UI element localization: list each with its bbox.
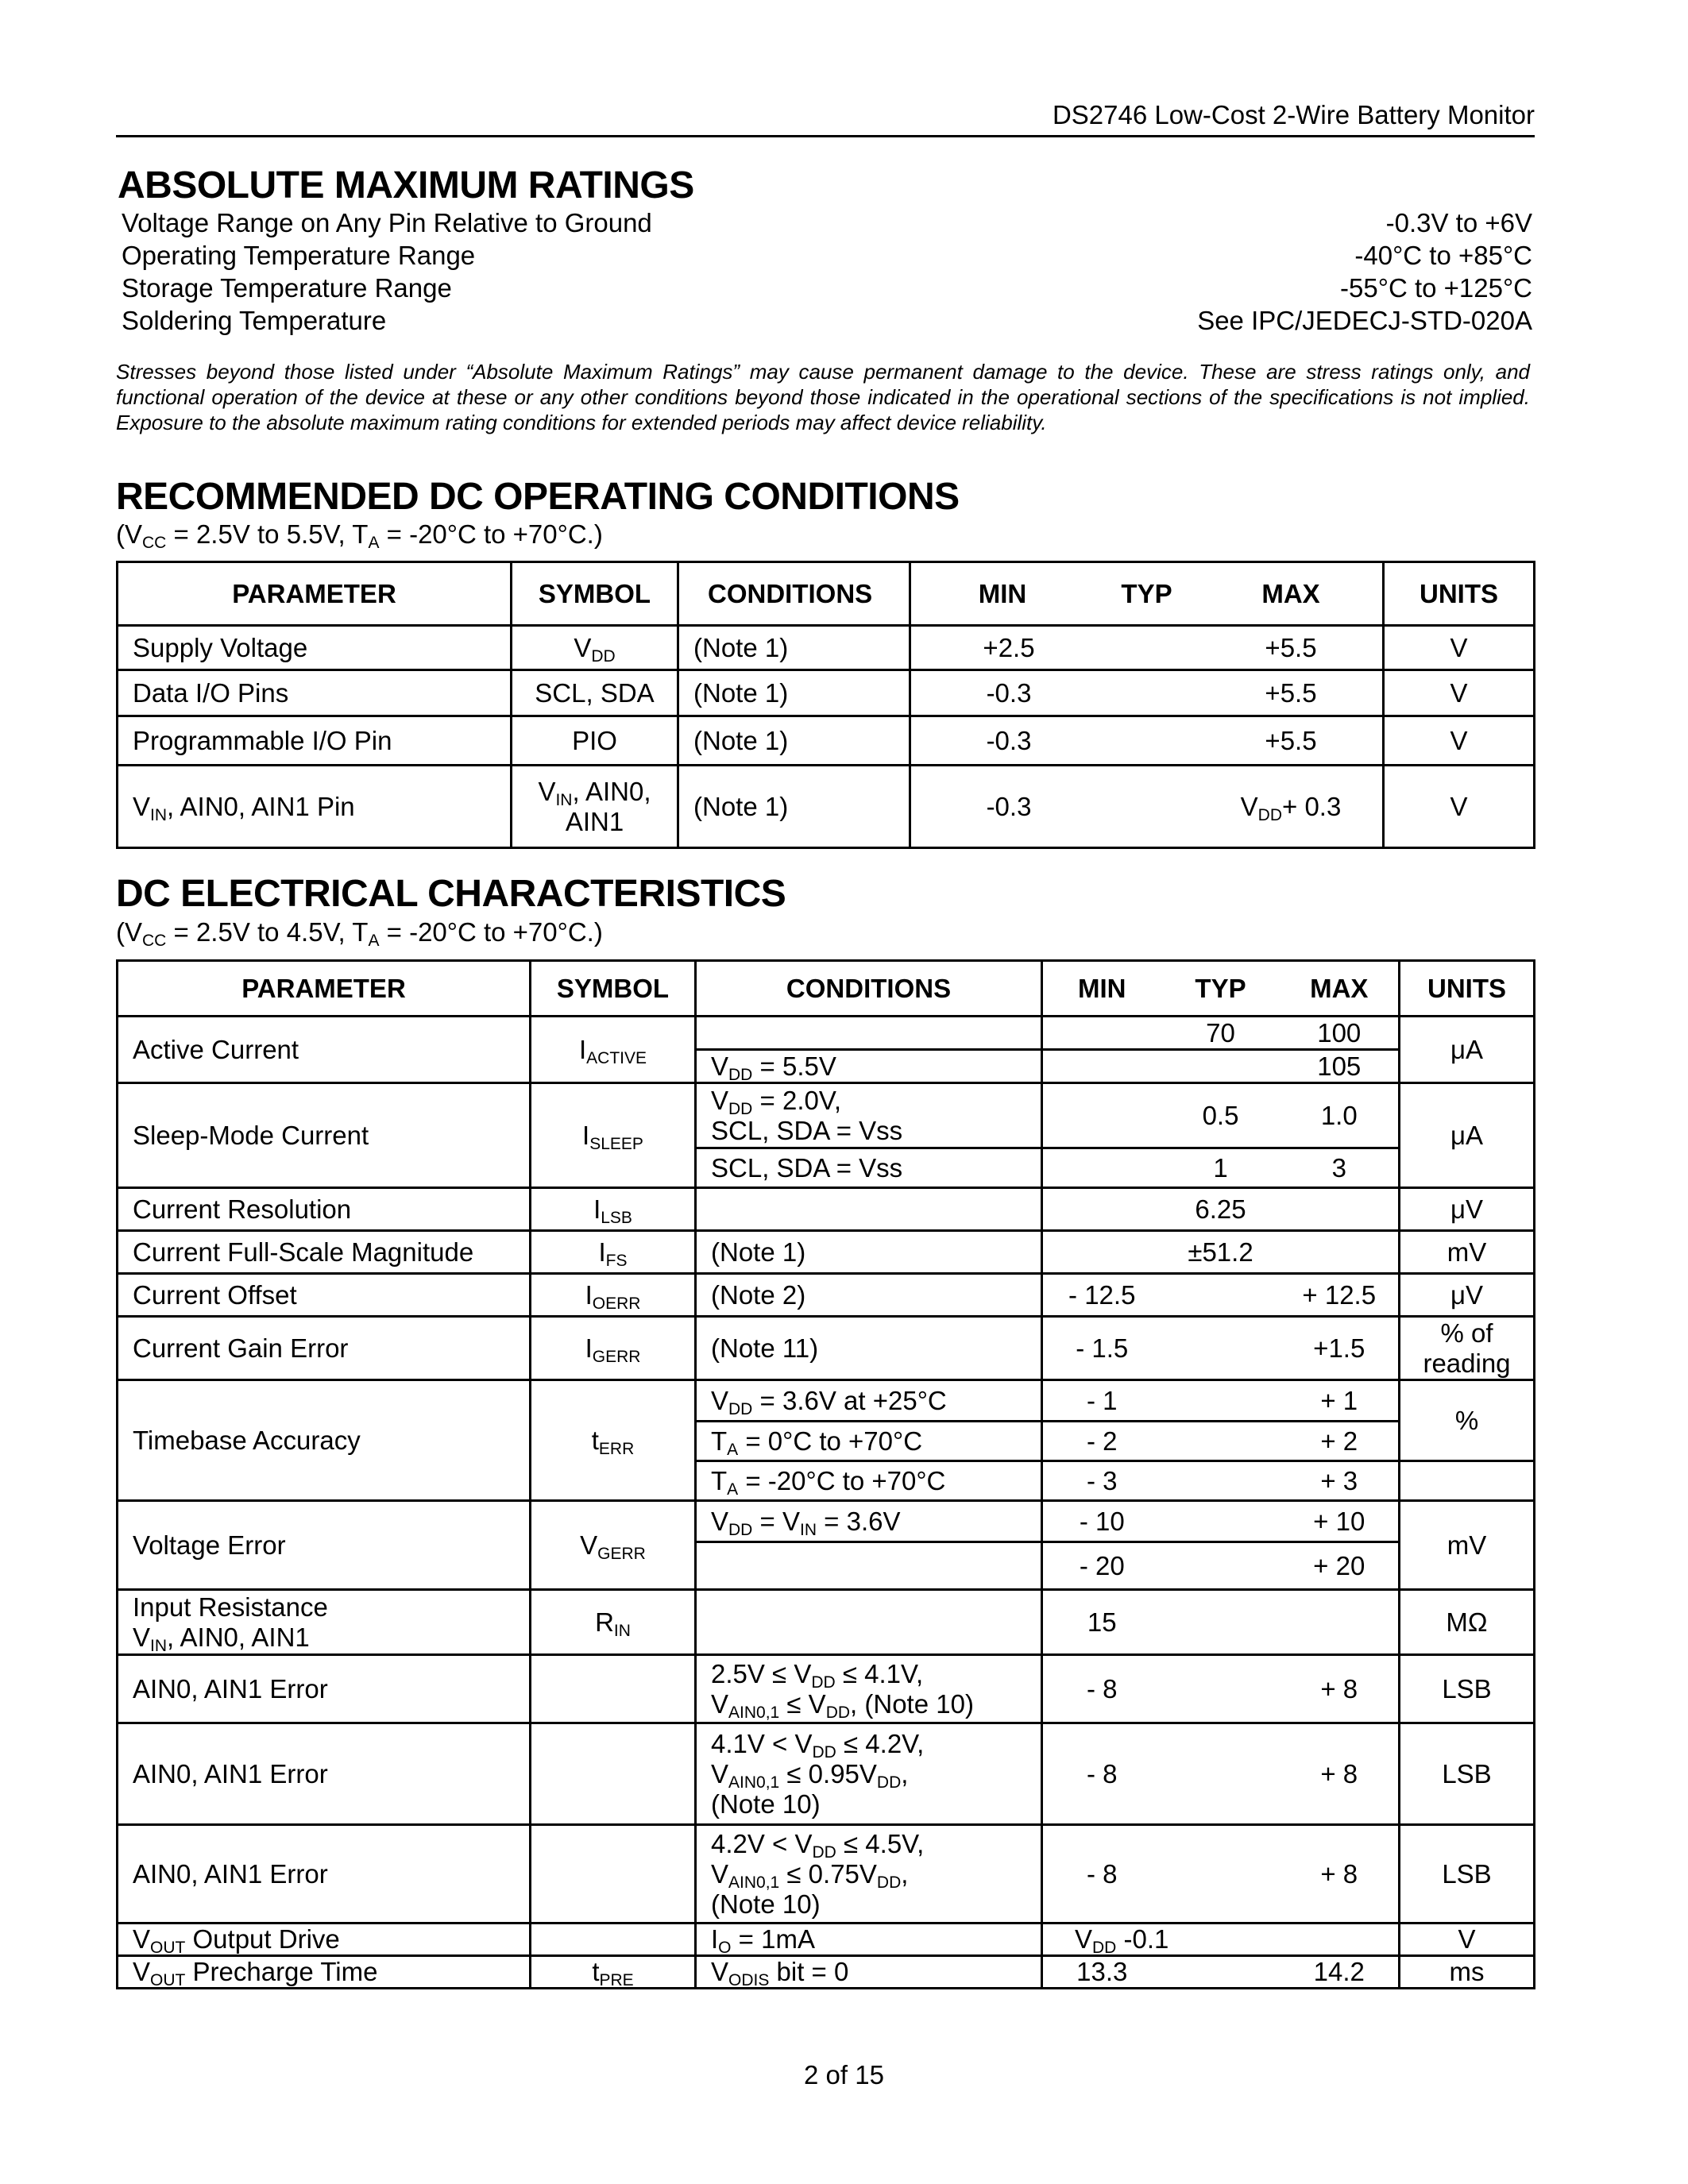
parameter-cell: $V_{OUT}$ Output Drive (118, 1924, 531, 1956)
symbol-cell: $t_{ERR}$ (531, 1380, 696, 1501)
table-row (118, 766, 1535, 848)
conditions-cell: $4.2V < V_{DD} \le 4.5V$, $V_{AIN0,1} \le 0.75V_{DD}$, (Note 10) (696, 1825, 1042, 1924)
max-cell: + 3 (1280, 1461, 1400, 1501)
max-cell: + 12.5 (1280, 1274, 1400, 1317)
table-row (118, 1083, 1535, 1148)
conditions-cell: $V_{DD} = 3.6V$ at +25°C (696, 1380, 1042, 1422)
typ-cell: 70 (1161, 1017, 1280, 1050)
parameter-cell: Input Resistance $V_{IN}$, AIN0, AIN1 (118, 1590, 531, 1655)
symbol-cell: $I_{ACTIVE}$ (531, 1017, 696, 1083)
units-cell: ms (1400, 1956, 1535, 1989)
amr-row (122, 208, 1532, 241)
conditions-cell (696, 1188, 1042, 1231)
col-typ: TYP (1161, 961, 1280, 1017)
min-cell: - 8 (1042, 1655, 1161, 1723)
conditions-cell: $2.5V \le V_{DD} \le 4.1V$, $V_{AIN0,1} \le V_{DD}$, (Note 10) (696, 1655, 1042, 1723)
conditions-cell: $V_{DD} = V_{IN} = 3.6V$ (696, 1501, 1042, 1542)
conditions-cell: (Note 1) (678, 670, 910, 716)
parameter-cell: Current Resolution (118, 1188, 531, 1231)
table-row (118, 1590, 1535, 1655)
table-row (118, 1655, 1535, 1723)
units-cell: μV (1400, 1274, 1535, 1317)
parameter-cell: $V_{IN}$, AIN0, AIN1 Pin (118, 766, 512, 848)
typ-cell (1161, 1723, 1280, 1825)
amr-value: -55°C to +125°C (1340, 273, 1532, 303)
table-header-row (118, 961, 1535, 1017)
conditions-cell: $V_{ODIS}$ bit = 0 (696, 1956, 1042, 1989)
max-cell: + 1 (1280, 1380, 1400, 1422)
amr-row (122, 241, 1532, 273)
min-cell: - 8 (1042, 1723, 1161, 1825)
parameter-cell: Current Offset (118, 1274, 531, 1317)
typ-cell (1161, 1825, 1280, 1924)
parameter-cell: Programmable I/O Pin (118, 716, 512, 766)
symbol-cell: $t_{PRE}$ (531, 1956, 696, 1989)
col-units: UNITS (1384, 562, 1535, 626)
units-cell: μA (1400, 1017, 1535, 1083)
units-cell: V (1400, 1924, 1535, 1956)
max-cell: +1.5 (1280, 1317, 1400, 1380)
col-parameter: PARAMETER (118, 562, 512, 626)
min-cell: - 1 (1042, 1380, 1161, 1422)
typ-cell (1161, 1422, 1280, 1461)
symbol-cell: $V_{GERR}$ (531, 1501, 696, 1590)
rdc-conditions: ($V_{CC} = 2.5V$ to 5.5V, $T_A = -20^\circ C$ to +70°C.) (116, 519, 603, 552)
min-cell: - 1.5 (1042, 1317, 1161, 1380)
amr-row (122, 273, 1532, 306)
amr-value: -0.3V to +6V (1385, 208, 1532, 237)
conditions-cell (696, 1590, 1042, 1655)
typ-cell (1161, 1542, 1280, 1590)
max-cell: + 20 (1280, 1542, 1400, 1590)
conditions-cell: (Note 11) (696, 1317, 1042, 1380)
col-symbol: SYMBOL (512, 562, 678, 626)
max-cell (1280, 1924, 1400, 1956)
parameter-cell: Current Gain Error (118, 1317, 531, 1380)
symbol-cell (531, 1825, 696, 1924)
amr-label: Operating Temperature Range (122, 241, 476, 270)
conditions-cell: $4.1V < V_{DD} \le 4.2V$, $V_{AIN0,1} \le 0.95V_{DD}$, (Note 10) (696, 1723, 1042, 1825)
units-cell: % (1400, 1380, 1535, 1461)
dce-title: DC ELECTRICAL CHARACTERISTICS (116, 873, 786, 915)
table-row (118, 670, 1535, 716)
conditions-cell (696, 1542, 1042, 1590)
min-cell: - 20 (1042, 1542, 1161, 1590)
values-cell: -0.3 +5.5 (910, 670, 1384, 716)
dce-conditions: ($V_{CC} = 2.5V$ to 4.5V, $T_A = -20^\circ C$ to +70°C.) (116, 917, 603, 950)
table-row (118, 1956, 1535, 1989)
typ-cell (1161, 1380, 1280, 1422)
max-cell: 3 (1280, 1148, 1400, 1188)
table-row (118, 1317, 1535, 1380)
amr-title: ABSOLUTE MAXIMUM RATINGS (118, 164, 694, 206)
typ-cell: 6.25 (1161, 1188, 1280, 1231)
symbol-cell: $I_{FS}$ (531, 1231, 696, 1274)
table-header-row (118, 562, 1535, 626)
amr-label: Voltage Range on Any Pin Relative to Ground (122, 208, 652, 237)
min-cell (1042, 1148, 1161, 1188)
typ-cell (1161, 1655, 1280, 1723)
min-cell: - 2 (1042, 1422, 1161, 1461)
parameter-cell: Current Full-Scale Magnitude (118, 1231, 531, 1274)
max-cell: 100 (1280, 1017, 1400, 1050)
dce-table (116, 959, 1535, 1989)
conditions-cell: (Note 1) (678, 766, 910, 848)
typ-cell (1161, 1924, 1280, 1956)
conditions-cell: SCL, SDA = Vss (696, 1148, 1042, 1188)
conditions-cell: $T_A = -20^\circ C$ to +70°C (696, 1461, 1042, 1501)
units-cell: V (1384, 766, 1535, 848)
units-cell: V (1384, 670, 1535, 716)
values-cell: -0.3 $V_{DD}+ 0.3$ (910, 766, 1384, 848)
col-units: UNITS (1400, 961, 1535, 1017)
amr-value: See IPC/JEDECJ-STD-020A (1197, 306, 1532, 335)
min-cell: - 8 (1042, 1825, 1161, 1924)
conditions-cell: $V_{DD} = 2.0V$, SCL, SDA = Vss (696, 1083, 1042, 1148)
conditions-cell: $T_A = 0^\circ C$ to +70°C (696, 1422, 1042, 1461)
amr-value: -40°C to +85°C (1354, 241, 1532, 270)
units-cell: V (1384, 716, 1535, 766)
symbol-cell: $V_{IN}$, AIN0, AIN1 (512, 766, 678, 848)
amr-label: Soldering Temperature (122, 306, 387, 335)
max-cell: 14.2 (1280, 1956, 1400, 1989)
max-cell: 1.0 (1280, 1083, 1400, 1148)
parameter-cell: Timebase Accuracy (118, 1380, 531, 1501)
units-cell (1400, 1461, 1535, 1501)
table-row (118, 716, 1535, 766)
units-cell: mV (1400, 1231, 1535, 1274)
conditions-cell: $I_O = 1mA$ (696, 1924, 1042, 1956)
max-cell: 105 (1280, 1050, 1400, 1083)
parameter-cell: Sleep-Mode Current (118, 1083, 531, 1188)
parameter-cell: AIN0, AIN1 Error (118, 1723, 531, 1825)
header-title: DS2746 Low-Cost 2-Wire Battery Monitor (1052, 100, 1535, 129)
symbol-cell: $I_{LSB}$ (531, 1188, 696, 1231)
max-cell: + 2 (1280, 1422, 1400, 1461)
table-row (118, 1501, 1535, 1542)
min-cell: $V_{DD}$ -0.1 (1042, 1924, 1161, 1956)
amr-row (122, 306, 1532, 338)
symbol-cell (531, 1723, 696, 1825)
symbol-cell: SCL, SDA (512, 670, 678, 716)
min-cell (1042, 1188, 1161, 1231)
conditions-cell: (Note 1) (678, 626, 910, 670)
min-cell: - 12.5 (1042, 1274, 1161, 1317)
stress-note: Stresses beyond those listed under “Absolute Maximum Ratings” may cause permanent damage to the device. These are stress ratings only, and functional operation of the device at these or any other conditions beyond those indicated in the operational sections of the specifications is not implied. Exposure to the absolute maximum rating conditions for extended periods may affect device reliability. (116, 360, 1530, 434)
table-row (118, 1723, 1535, 1825)
amr-label: Storage Temperature Range (122, 273, 452, 303)
symbol-cell: $I_{GERR}$ (531, 1317, 696, 1380)
units-cell: % of reading (1400, 1317, 1535, 1380)
symbol-cell: PIO (512, 716, 678, 766)
col-min-typ-max: MIN TYP MAX (910, 562, 1384, 626)
parameter-cell: $V_{OUT}$ Precharge Time (118, 1956, 531, 1989)
min-cell: - 10 (1042, 1501, 1161, 1542)
max-cell: + 8 (1280, 1655, 1400, 1723)
typ-cell (1161, 1274, 1280, 1317)
parameter-cell: Data I/O Pins (118, 670, 512, 716)
max-cell (1280, 1590, 1400, 1655)
typ-cell (1161, 1501, 1280, 1542)
col-parameter: PARAMETER (118, 961, 531, 1017)
max-cell: + 8 (1280, 1825, 1400, 1924)
min-cell (1042, 1083, 1161, 1148)
symbol-cell: $I_{SLEEP}$ (531, 1083, 696, 1188)
typ-cell: 1 (1161, 1148, 1280, 1188)
symbol-cell: $I_{OERR}$ (531, 1274, 696, 1317)
typ-cell (1161, 1317, 1280, 1380)
col-conditions: CONDITIONS (696, 961, 1042, 1017)
units-cell: MΩ (1400, 1590, 1535, 1655)
col-conditions: CONDITIONS (678, 562, 910, 626)
rdc-table (116, 561, 1535, 849)
min-cell (1042, 1231, 1161, 1274)
max-cell (1280, 1231, 1400, 1274)
typ-cell (1161, 1956, 1280, 1989)
conditions-cell: (Note 1) (696, 1231, 1042, 1274)
units-cell: LSB (1400, 1825, 1535, 1924)
table-row (118, 1274, 1535, 1317)
units-cell: LSB (1400, 1655, 1535, 1723)
table-row (118, 1825, 1535, 1924)
max-cell (1280, 1188, 1400, 1231)
typ-cell: ±51.2 (1161, 1231, 1280, 1274)
conditions-cell: (Note 2) (696, 1274, 1042, 1317)
min-cell (1042, 1017, 1161, 1050)
symbol-cell: $R_{IN}$ (531, 1590, 696, 1655)
col-min: MIN (1042, 961, 1161, 1017)
col-symbol: SYMBOL (531, 961, 696, 1017)
symbol-cell (531, 1655, 696, 1723)
page-header (116, 95, 1535, 137)
conditions-cell (696, 1017, 1042, 1050)
min-cell: - 3 (1042, 1461, 1161, 1501)
parameter-cell: Supply Voltage (118, 626, 512, 670)
parameter-cell: AIN0, AIN1 Error (118, 1825, 531, 1924)
units-cell: mV (1400, 1501, 1535, 1590)
typ-cell (1161, 1461, 1280, 1501)
units-cell: μA (1400, 1083, 1535, 1188)
conditions-cell: $V_{DD} = 5.5V$ (696, 1050, 1042, 1083)
max-cell: + 8 (1280, 1723, 1400, 1825)
parameter-cell: Voltage Error (118, 1501, 531, 1590)
table-row (118, 1017, 1535, 1050)
conditions-cell: (Note 1) (678, 716, 910, 766)
col-max: MAX (1280, 961, 1400, 1017)
units-cell: V (1384, 626, 1535, 670)
parameter-cell: AIN0, AIN1 Error (118, 1655, 531, 1723)
typ-cell (1161, 1050, 1280, 1083)
page-number: 2 of 15 (804, 2060, 884, 2089)
table-row (118, 1924, 1535, 1956)
table-row (118, 626, 1535, 670)
min-cell (1042, 1050, 1161, 1083)
units-cell: μV (1400, 1188, 1535, 1231)
rdc-title: RECOMMENDED DC OPERATING CONDITIONS (116, 476, 960, 518)
symbol-cell: $V_{DD}$ (512, 626, 678, 670)
table-row (118, 1231, 1535, 1274)
values-cell: +2.5 +5.5 (910, 626, 1384, 670)
parameter-cell: Active Current (118, 1017, 531, 1083)
typ-cell: 0.5 (1161, 1083, 1280, 1148)
table-row (118, 1380, 1535, 1422)
max-cell: + 10 (1280, 1501, 1400, 1542)
table-row (118, 1188, 1535, 1231)
symbol-cell (531, 1924, 696, 1956)
units-cell: LSB (1400, 1723, 1535, 1825)
min-cell: 15 (1042, 1590, 1161, 1655)
values-cell: -0.3 +5.5 (910, 716, 1384, 766)
typ-cell (1161, 1590, 1280, 1655)
min-cell: 13.3 (1042, 1956, 1161, 1989)
